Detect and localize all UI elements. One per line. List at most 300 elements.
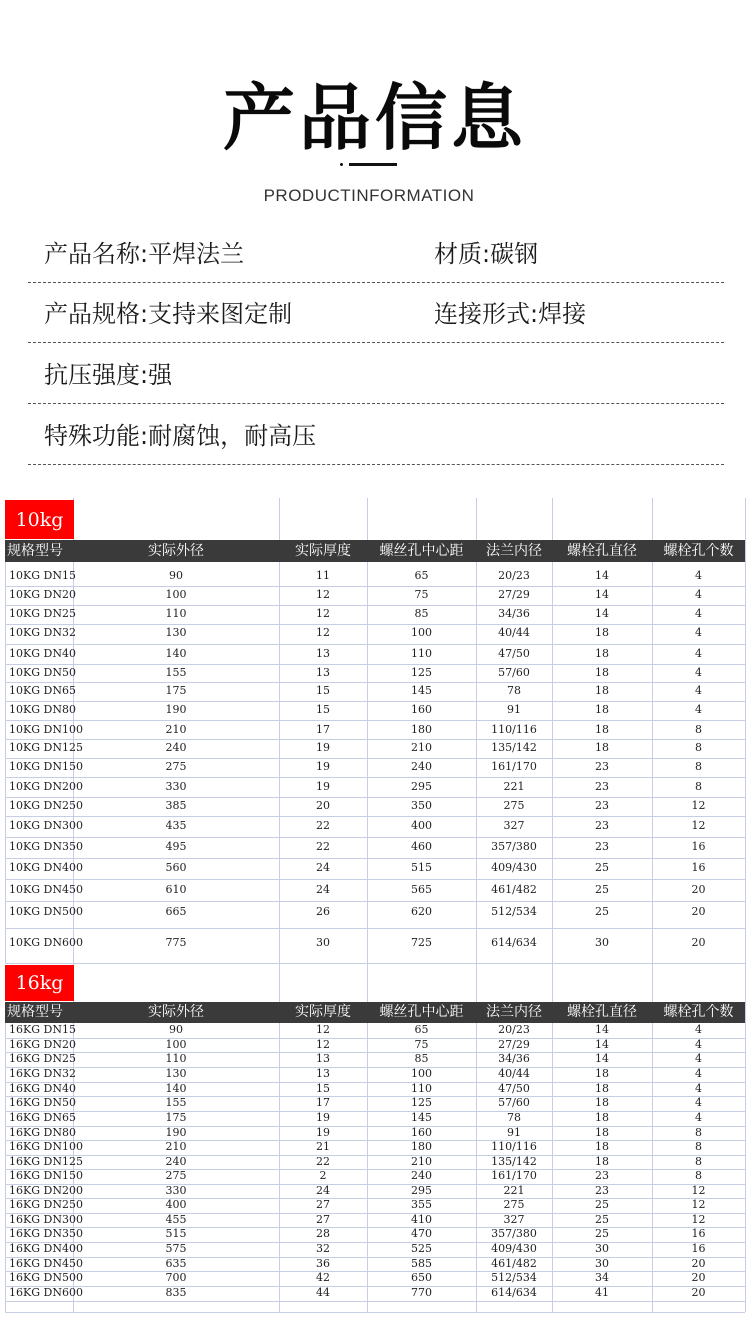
table-cell: 57/60 xyxy=(498,666,530,679)
table-cell: 78 xyxy=(507,1111,521,1124)
table-cell: 635 xyxy=(165,1257,187,1270)
table-cell: 460 xyxy=(411,840,432,853)
table-cell: 30 xyxy=(595,1242,609,1255)
table-row xyxy=(5,935,745,951)
grid-line xyxy=(5,928,745,929)
table-cell: 34/36 xyxy=(498,607,530,620)
table-cell: 16KG DN150 xyxy=(9,1169,83,1182)
table-cell: 4 xyxy=(695,666,702,679)
table-cell: 4 xyxy=(695,607,702,620)
table-cell: 327 xyxy=(503,1213,525,1226)
table-row xyxy=(5,882,745,898)
table-cell: 90 xyxy=(169,569,183,582)
table-cell: 18 xyxy=(595,1082,609,1095)
table-cell: 275 xyxy=(503,799,525,812)
table-cell: 34/36 xyxy=(498,1052,530,1065)
table-cell: 91 xyxy=(507,1126,521,1139)
table-cell: 19 xyxy=(316,741,330,754)
table-cell: 27/29 xyxy=(498,1038,530,1051)
grid-line xyxy=(5,837,745,838)
table-cell: 23 xyxy=(595,1184,609,1197)
info-row xyxy=(28,222,724,283)
table-cell: 190 xyxy=(165,703,187,716)
table-cell: 14 xyxy=(595,588,609,601)
table-cell: 12 xyxy=(316,1038,330,1051)
table-cell: 210 xyxy=(165,1140,187,1153)
table-cell: 4 xyxy=(695,1038,702,1051)
product-spec: 产品规格:支持来图定制 xyxy=(44,300,293,328)
table-cell: 155 xyxy=(165,1096,187,1109)
table-cell: 160 xyxy=(411,703,432,716)
table-cell: 614/634 xyxy=(491,1286,537,1299)
table-cell: 10KG DN50 xyxy=(9,666,76,679)
table-cell: 125 xyxy=(411,666,432,679)
table-cell: 400 xyxy=(411,819,432,832)
table-cell: 41 xyxy=(595,1286,609,1299)
table-row xyxy=(5,740,745,756)
table-cell: 20/23 xyxy=(498,1023,530,1036)
table-cell: 10KG DN32 xyxy=(9,626,76,639)
table-cell: 10KG DN250 xyxy=(9,799,83,812)
table-row xyxy=(5,759,745,775)
table-cell: 100 xyxy=(411,626,432,639)
table-cell: 12 xyxy=(316,607,330,620)
table-cell: 110/116 xyxy=(491,723,537,736)
table-cell: 30 xyxy=(595,936,609,949)
table-cell: 210 xyxy=(411,1155,432,1168)
table-cell: 44 xyxy=(316,1286,330,1299)
table-cell: 221 xyxy=(503,780,525,793)
table-cell: 4 xyxy=(695,1023,702,1036)
grid-line xyxy=(5,644,745,645)
table-cell: 110/116 xyxy=(491,1140,537,1153)
table-row xyxy=(5,1197,745,1213)
table-row xyxy=(5,1241,745,1257)
table-cell: 24 xyxy=(316,861,330,874)
table-cell: 515 xyxy=(411,861,432,874)
table-cell: 8 xyxy=(695,723,702,736)
table-cell: 10KG DN125 xyxy=(9,741,83,754)
table-cell: 665 xyxy=(165,905,187,918)
table-cell: 36 xyxy=(316,1257,330,1270)
table-cell: 14 xyxy=(595,569,609,582)
table-cell: 295 xyxy=(411,780,432,793)
info-row xyxy=(28,404,724,465)
table-cell: 100 xyxy=(411,1067,432,1080)
table-cell: 565 xyxy=(411,883,432,896)
table-cell: 78 xyxy=(507,684,521,697)
pressure-class-label: 10kg xyxy=(5,500,74,539)
table-cell: 18 xyxy=(595,1096,609,1109)
table-cell: 4 xyxy=(695,647,702,660)
table-cell: 461/482 xyxy=(491,1257,537,1270)
table-cell: 275 xyxy=(165,1169,187,1182)
table-row xyxy=(5,904,745,920)
table-cell: 110 xyxy=(165,607,187,620)
table-cell: 100 xyxy=(165,588,187,601)
table-cell: 135/142 xyxy=(491,1155,537,1168)
table-row xyxy=(5,1051,745,1067)
column-header: 法兰内径 xyxy=(486,543,542,559)
table-row xyxy=(5,722,745,738)
table-cell: 40/44 xyxy=(498,1067,530,1080)
table-cell: 34 xyxy=(595,1271,609,1284)
column-header: 实际外径 xyxy=(148,543,204,559)
table-cell: 16KG DN400 xyxy=(9,1242,83,1255)
page-subtitle: PRODUCTINFORMATION xyxy=(263,186,475,205)
table-cell: 16KG DN350 xyxy=(9,1227,83,1240)
table-cell: 4 xyxy=(695,588,702,601)
table-cell: 175 xyxy=(165,684,187,697)
table-cell: 700 xyxy=(165,1271,187,1284)
table-cell: 16KG DN125 xyxy=(9,1155,83,1168)
table-cell: 495 xyxy=(165,840,187,853)
table-cell: 28 xyxy=(316,1227,330,1240)
table-cell: 22 xyxy=(316,819,330,832)
table-cell: 18 xyxy=(595,703,609,716)
table-cell: 17 xyxy=(316,1096,330,1109)
column-header: 螺丝孔中心距 xyxy=(379,1004,464,1020)
table-row xyxy=(5,1110,745,1126)
table-cell: 16KG DN300 xyxy=(9,1213,83,1226)
table-cell: 16KG DN200 xyxy=(9,1184,83,1197)
table-cell: 10KG DN500 xyxy=(9,905,83,918)
table-row xyxy=(5,1139,745,1155)
table-cell: 4 xyxy=(695,1067,702,1080)
compressive-strength: 抗压强度:强 xyxy=(44,361,173,389)
table-cell: 16KG DN15 xyxy=(9,1023,76,1036)
table-cell: 409/430 xyxy=(491,861,537,874)
table-cell: 16 xyxy=(691,861,706,874)
table-cell: 16KG DN250 xyxy=(9,1198,83,1211)
table-cell: 10KG DN400 xyxy=(9,861,83,874)
table-cell: 330 xyxy=(165,780,187,793)
grid-line xyxy=(745,963,746,1312)
table-row xyxy=(5,1270,745,1286)
table-cell: 525 xyxy=(411,1242,432,1255)
grid-line xyxy=(5,1312,745,1313)
table-row xyxy=(5,860,745,876)
table-cell: 180 xyxy=(411,1140,432,1153)
column-header: 实际厚度 xyxy=(295,1004,351,1020)
table-cell: 357/380 xyxy=(491,1227,537,1240)
table-cell: 10KG DN150 xyxy=(9,760,83,773)
table-cell: 240 xyxy=(411,1169,432,1182)
table-cell: 100 xyxy=(165,1038,187,1051)
table-cell: 18 xyxy=(595,723,609,736)
table-cell: 19 xyxy=(316,1126,330,1139)
table-cell: 130 xyxy=(165,626,187,639)
table-cell: 14 xyxy=(595,1052,609,1065)
grid-line xyxy=(5,963,745,964)
table-cell: 8 xyxy=(695,1169,702,1182)
table-cell: 16 xyxy=(691,1242,706,1255)
table-cell: 110 xyxy=(411,1082,432,1095)
table-cell: 8 xyxy=(695,1140,702,1153)
table-row xyxy=(5,779,745,795)
table-cell: 16KG DN32 xyxy=(9,1067,76,1080)
table-cell: 90 xyxy=(169,1023,183,1036)
table-cell: 16KG DN20 xyxy=(9,1038,76,1051)
table-cell: 24 xyxy=(316,1184,330,1197)
table-cell: 210 xyxy=(411,741,432,754)
table-cell: 512/534 xyxy=(491,1271,537,1284)
table-cell: 410 xyxy=(411,1213,432,1226)
table-cell: 355 xyxy=(411,1198,432,1211)
table-cell: 175 xyxy=(165,1111,187,1124)
table-cell: 85 xyxy=(414,1052,429,1065)
table-cell: 23 xyxy=(595,780,609,793)
table-cell: 23 xyxy=(595,799,609,812)
table-cell: 10KG DN40 xyxy=(9,647,76,660)
table-cell: 10KG DN15 xyxy=(9,569,76,582)
table-cell: 330 xyxy=(165,1184,187,1197)
table-cell: 75 xyxy=(414,1038,429,1051)
table-cell: 835 xyxy=(165,1286,187,1299)
table-row xyxy=(5,606,745,622)
table-cell: 16KG DN50 xyxy=(9,1096,76,1109)
table-cell: 18 xyxy=(595,741,609,754)
product-name: 产品名称:平焊法兰 xyxy=(44,240,245,268)
table-cell: 18 xyxy=(595,626,609,639)
table-cell: 12 xyxy=(691,1184,706,1197)
table-cell: 13 xyxy=(316,647,330,660)
table-cell: 210 xyxy=(165,723,187,736)
table-cell: 560 xyxy=(165,861,187,874)
table-cell: 19 xyxy=(316,1111,330,1124)
table-cell: 16KG DN500 xyxy=(9,1271,83,1284)
grid-line xyxy=(745,498,746,963)
info-row xyxy=(28,343,724,404)
table-cell: 4 xyxy=(695,1082,702,1095)
table-cell: 40/44 xyxy=(498,626,530,639)
column-header: 法兰内径 xyxy=(486,1004,542,1020)
table-cell: 16KG DN40 xyxy=(9,1082,76,1095)
grid-line xyxy=(5,901,745,902)
table-cell: 18 xyxy=(595,647,609,660)
table-cell: 4 xyxy=(695,626,702,639)
table-cell: 10KG DN80 xyxy=(9,703,76,716)
table-cell: 25 xyxy=(595,905,609,918)
table-cell: 18 xyxy=(595,1140,609,1153)
table-cell: 110 xyxy=(411,647,432,660)
table-cell: 20 xyxy=(691,1286,706,1299)
table-cell: 350 xyxy=(411,799,432,812)
table-cell: 16KG DN65 xyxy=(9,1111,76,1124)
table-cell: 275 xyxy=(165,760,187,773)
table-cell: 26 xyxy=(316,905,330,918)
table-cell: 4 xyxy=(695,684,702,697)
table-cell: 180 xyxy=(411,723,432,736)
table-cell: 23 xyxy=(595,1169,609,1182)
table-cell: 20 xyxy=(691,883,706,896)
table-cell: 14 xyxy=(595,1023,609,1036)
table-cell: 385 xyxy=(165,799,187,812)
table-cell: 620 xyxy=(411,905,432,918)
table-cell: 12 xyxy=(691,1198,706,1211)
column-header: 实际厚度 xyxy=(295,543,351,559)
table-cell: 10KG DN300 xyxy=(9,819,83,832)
table-cell: 145 xyxy=(411,684,432,697)
table-cell: 23 xyxy=(595,760,609,773)
table-row xyxy=(5,1285,745,1301)
table-cell: 91 xyxy=(507,703,521,716)
table-cell: 27 xyxy=(316,1198,330,1211)
table-cell: 18 xyxy=(595,1067,609,1080)
table-cell: 4 xyxy=(695,1111,702,1124)
table-cell: 22 xyxy=(316,1155,330,1168)
table-cell: 25 xyxy=(595,1227,609,1240)
table-cell: 400 xyxy=(165,1198,187,1211)
table-cell: 57/60 xyxy=(498,1096,530,1109)
table-cell: 15 xyxy=(316,1082,330,1095)
column-header: 螺栓孔个数 xyxy=(663,543,734,559)
table-header xyxy=(5,1002,745,1023)
table-header xyxy=(5,540,745,562)
table-cell: 18 xyxy=(595,1126,609,1139)
table-cell: 512/534 xyxy=(491,905,537,918)
table-cell: 15 xyxy=(316,684,330,697)
table-cell: 435 xyxy=(165,819,187,832)
table-row xyxy=(5,839,745,855)
special-function: 特殊功能:耐腐蚀，耐高压 xyxy=(44,422,317,450)
table-cell: 10KG DN600 xyxy=(9,936,83,949)
grid-line xyxy=(5,858,745,859)
grid-line xyxy=(5,1301,745,1302)
table-cell: 20 xyxy=(691,1257,706,1270)
table-row xyxy=(5,625,745,641)
table-cell: 8 xyxy=(695,1155,702,1168)
table-cell: 30 xyxy=(595,1257,609,1270)
table-cell: 455 xyxy=(165,1213,187,1226)
table-cell: 27 xyxy=(316,1213,330,1226)
table-cell: 20 xyxy=(691,905,706,918)
grid-line xyxy=(5,816,745,817)
column-header: 规格型号 xyxy=(7,1004,63,1020)
table-cell: 240 xyxy=(165,741,187,754)
table-cell: 145 xyxy=(411,1111,432,1124)
table-cell: 155 xyxy=(165,666,187,679)
table-row xyxy=(5,665,745,681)
table-row xyxy=(5,568,745,584)
table-cell: 19 xyxy=(316,760,330,773)
table-cell: 110 xyxy=(165,1052,187,1065)
table-cell: 12 xyxy=(691,819,706,832)
table-cell: 8 xyxy=(695,780,702,793)
table-cell: 575 xyxy=(165,1242,187,1255)
table-cell: 23 xyxy=(595,819,609,832)
table-cell: 461/482 xyxy=(491,883,537,896)
title-dot-decoration xyxy=(340,163,343,166)
table-cell: 23 xyxy=(595,840,609,853)
table-cell: 140 xyxy=(165,1082,187,1095)
table-cell: 21 xyxy=(316,1140,330,1153)
table-cell: 585 xyxy=(411,1257,432,1270)
table-cell: 470 xyxy=(411,1227,432,1240)
table-cell: 725 xyxy=(411,936,432,949)
column-header: 实际外径 xyxy=(148,1004,204,1020)
table-cell: 650 xyxy=(411,1271,432,1284)
table-cell: 30 xyxy=(316,936,330,949)
table-cell: 2 xyxy=(319,1169,327,1182)
table-cell: 161/170 xyxy=(491,760,537,773)
table-cell: 14 xyxy=(595,1038,609,1051)
table-cell: 25 xyxy=(595,861,609,874)
table-cell: 24 xyxy=(316,883,330,896)
table-cell: 161/170 xyxy=(491,1169,537,1182)
table-cell: 11 xyxy=(316,569,330,582)
table-cell: 42 xyxy=(316,1271,330,1284)
table-row xyxy=(5,683,745,699)
table-cell: 10KG DN65 xyxy=(9,684,76,697)
material: 材质:碳钢 xyxy=(434,240,539,268)
table-cell: 8 xyxy=(695,760,702,773)
table-cell: 65 xyxy=(414,1023,429,1036)
table-cell: 8 xyxy=(695,741,702,754)
table-cell: 20/23 xyxy=(498,569,530,582)
table-row xyxy=(5,798,745,814)
table-cell: 140 xyxy=(165,647,187,660)
table-cell: 13 xyxy=(316,1052,330,1065)
table-cell: 25 xyxy=(595,1213,609,1226)
table-cell: 16 xyxy=(691,840,706,853)
pressure-class-label: 16kg xyxy=(5,965,74,1001)
grid-line xyxy=(5,879,745,880)
table-cell: 240 xyxy=(165,1155,187,1168)
table-cell: 125 xyxy=(411,1096,432,1109)
table-row xyxy=(5,1066,745,1082)
table-row xyxy=(5,646,745,662)
table-cell: 357/380 xyxy=(491,840,537,853)
table-cell: 16KG DN80 xyxy=(9,1126,76,1139)
column-header: 规格型号 xyxy=(7,543,63,559)
column-header: 螺栓孔个数 xyxy=(663,1004,734,1020)
table-cell: 12 xyxy=(316,626,330,639)
table-cell: 4 xyxy=(695,1096,702,1109)
table-cell: 10KG DN350 xyxy=(9,840,83,853)
table-cell: 18 xyxy=(595,1155,609,1168)
table-row xyxy=(5,587,745,603)
grid-line xyxy=(5,720,745,721)
table-cell: 75 xyxy=(414,588,429,601)
column-header: 螺丝孔中心距 xyxy=(379,543,464,559)
table-cell: 15 xyxy=(316,703,330,716)
column-header: 螺栓孔直径 xyxy=(567,543,637,559)
table-cell: 12 xyxy=(316,1023,330,1036)
table-cell: 295 xyxy=(411,1184,432,1197)
table-cell: 240 xyxy=(411,760,432,773)
table-cell: 275 xyxy=(503,1198,525,1211)
table-row xyxy=(5,702,745,718)
info-row xyxy=(28,282,724,343)
table-cell: 10KG DN200 xyxy=(9,780,83,793)
table-row xyxy=(5,1226,745,1242)
table-cell: 16KG DN25 xyxy=(9,1052,76,1065)
table-cell: 25 xyxy=(595,883,609,896)
table-cell: 47/50 xyxy=(498,647,530,660)
table-cell: 327 xyxy=(503,819,525,832)
table-cell: 18 xyxy=(595,684,609,697)
table-cell: 17 xyxy=(316,723,330,736)
table-cell: 85 xyxy=(414,607,429,620)
table-cell: 190 xyxy=(165,1126,187,1139)
connection-type: 连接形式:焊接 xyxy=(434,300,587,328)
page-title: 产品信息 xyxy=(222,76,527,160)
table-cell: 409/430 xyxy=(491,1242,537,1255)
table-cell: 19 xyxy=(316,780,330,793)
table-cell: 18 xyxy=(595,666,609,679)
table-cell: 4 xyxy=(695,1052,702,1065)
